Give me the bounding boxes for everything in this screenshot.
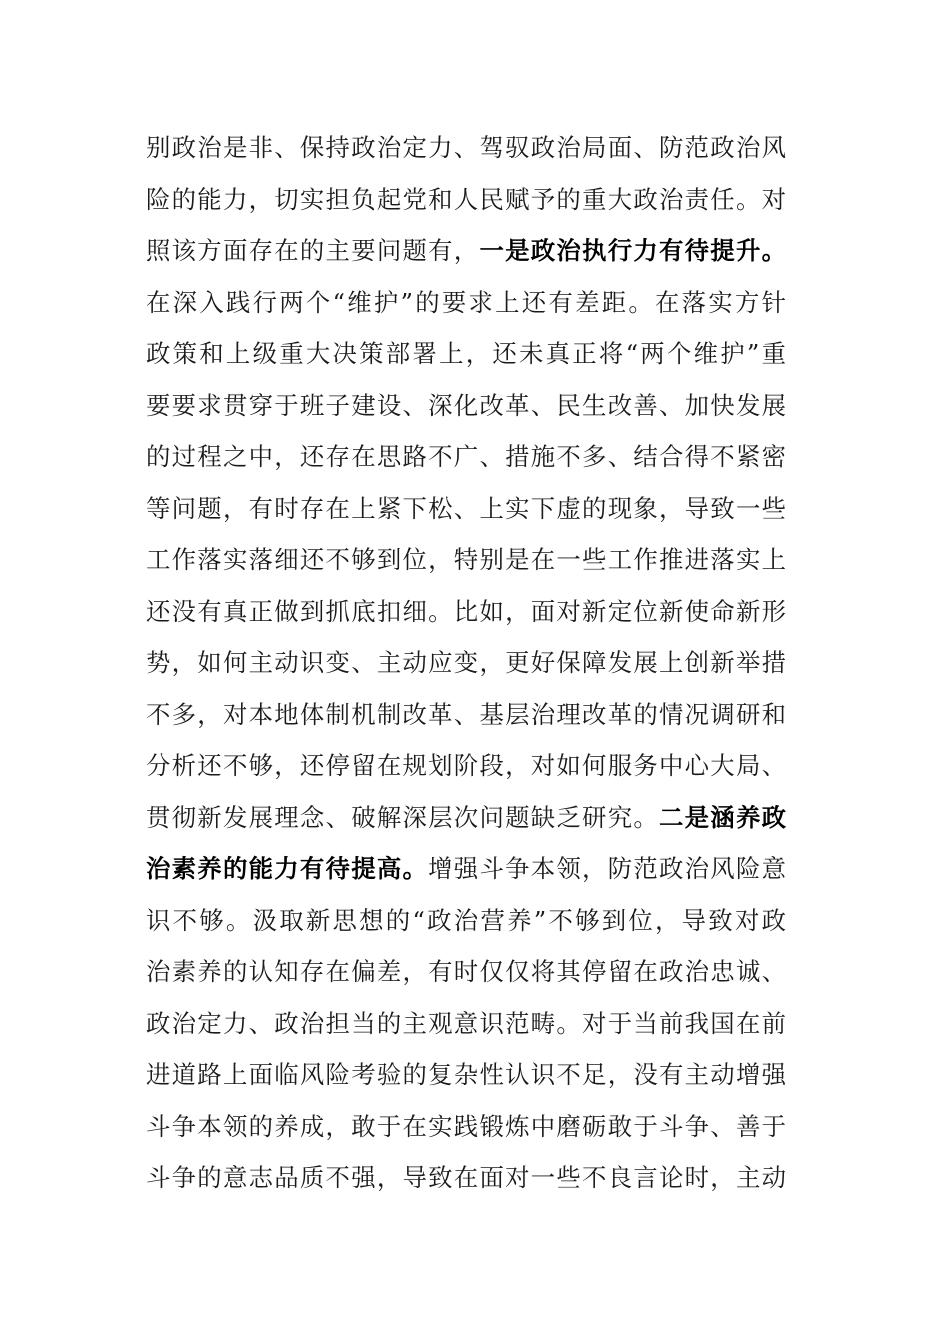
text-line [146, 182, 786, 218]
text-segment: 还没有真正做到抓底扣细。比如，面对新定位新使命新形 [146, 597, 786, 626]
text-segment: 斗争本领的养成，敢于在实践锻炼中磨砺敢于斗争、善于 [146, 1112, 786, 1141]
text-segment: 照该方面存在的主要问题有， [146, 236, 480, 265]
text-line [146, 491, 786, 527]
text-segment: 险的能力，切实担负起党和人民赋予的重大政治责任。对 [146, 185, 786, 214]
text-line [146, 1057, 786, 1093]
bold-heading-segment: 治素养的能力有待提高。 [146, 854, 429, 883]
text-line [146, 1109, 786, 1145]
text-segment: 分析还不够，还停留在规划阶段，对如何服务中心大局、 [146, 751, 786, 780]
text-line [146, 439, 786, 475]
text-line [146, 1160, 786, 1196]
text-line [146, 388, 786, 424]
text-line [146, 233, 786, 269]
text-segment: 要要求贯穿于班子建设、深化改革、民生改善、加快发展 [146, 391, 786, 420]
text-line [146, 954, 786, 990]
text-line [146, 1006, 786, 1042]
text-line [146, 697, 786, 733]
text-line [146, 800, 786, 836]
text-segment: 别政治是非、保持政治定力、驾驭政治局面、防范政治风 [146, 133, 786, 162]
text-segment: 识不够。汲取新思想的“政治营养”不够到位，导致对政 [146, 906, 786, 935]
text-line [146, 903, 786, 939]
text-segment: 进道路上面临风险考验的复杂性认识不足，没有主动增强 [146, 1060, 786, 1089]
text-segment: 工作落实落细还不够到位，特别是在一些工作推进落实上 [146, 545, 786, 574]
text-line [146, 285, 786, 321]
text-line [146, 594, 786, 630]
text-segment: 在深入践行两个“维护”的要求上还有差距。在落实方针 [146, 288, 786, 317]
text-line [146, 851, 786, 887]
text-segment: 政治定力、政治担当的主观意识范畴。对于当前我国在前 [146, 1009, 786, 1038]
text-line [146, 645, 786, 681]
text-segment: 等问题，有时存在上紧下松、上实下虚的现象，导致一些 [146, 494, 786, 523]
text-line [146, 130, 786, 166]
text-segment: 势，如何主动识变、主动应变，更好保障发展上创新举措 [146, 648, 786, 677]
text-line [146, 542, 786, 578]
text-segment: 增强斗争本领，防范政治风险意 [428, 854, 786, 883]
text-segment: 治素养的认知存在偏差，有时仅仅将其停留在政治忠诚、 [146, 957, 786, 986]
text-segment: 贯彻新发展理念、破解深层次问题缺乏研究。 [146, 803, 659, 832]
text-segment: 政策和上级重大决策部署上，还未真正将“两个维护”重 [146, 339, 786, 368]
text-segment: 斗争的意志品质不强，导致在面对一些不良言论时，主动 [146, 1163, 786, 1192]
text-segment: 的过程之中，还存在思路不广、措施不多、结合得不紧密 [146, 442, 786, 471]
bold-heading-segment: 二是涵养政 [659, 803, 786, 832]
bold-heading-segment: 一是政治执行力有待提升。 [479, 236, 786, 265]
text-line [146, 336, 786, 372]
text-segment: 不多，对本地体制机制改革、基层治理改革的情况调研和 [146, 700, 786, 729]
text-line [146, 748, 786, 784]
